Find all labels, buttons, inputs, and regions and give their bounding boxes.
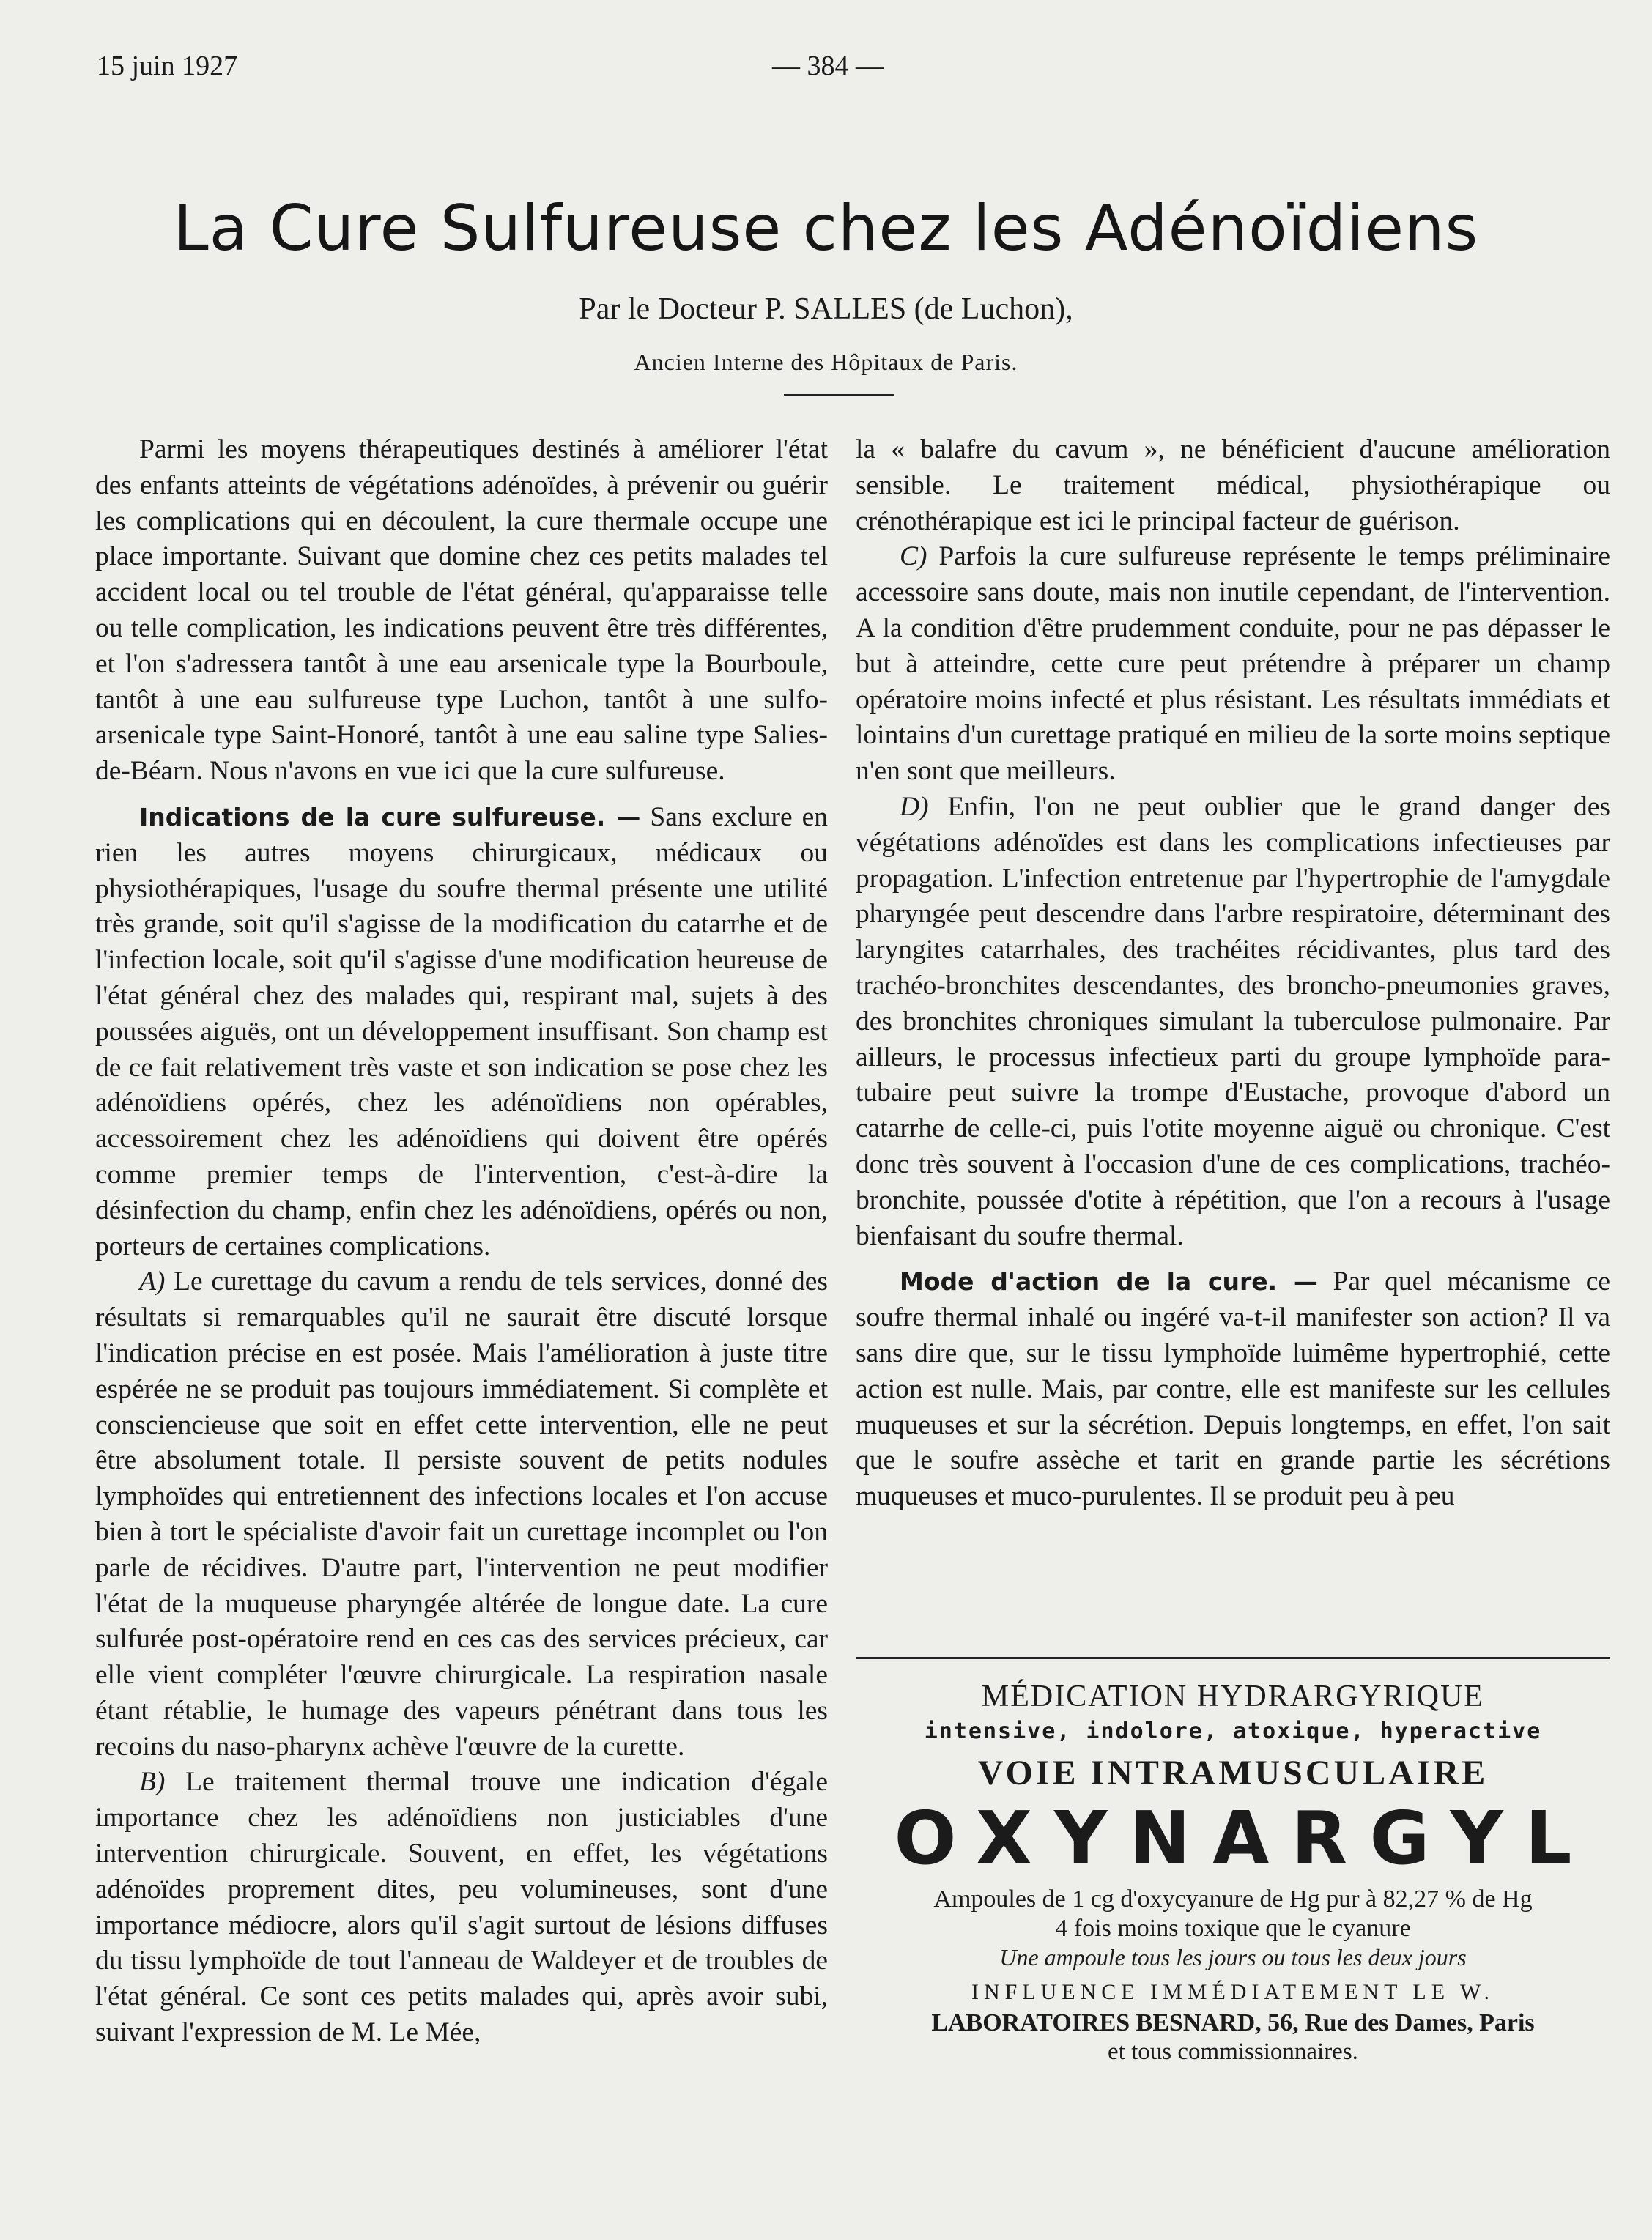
ad-distribution: et tous commissionnaires. bbox=[1108, 2039, 1358, 2065]
ad-effect: INFLUENCE IMMÉDIATEMENT LE W. bbox=[971, 1980, 1495, 2004]
ad-brand-name: OXYNARGYL bbox=[894, 1795, 1594, 1881]
paragraph-d-text: Enfin, l'on ne peut oublier que le grand danger des végétations adénoïdes est dans les complications infectieuses par propagation. L'infection entretenue par l'hypertrophie de l'amygdale pharyngée peut descendre dans l'arbre respiratoire, déterminant des laryngites catarrhales, des trachéites récidivantes, plus tard des trachéo-bronchites descendantes, des broncho-pneumonies graves, des bronchites chroniques simulant la tuberculose pulmonaire. Par ailleurs, le processus infectieux parti du groupe lymphoïde para-tubaire peut suivre la trompe d'Eustache, provoque d'abord un catarrhe de celle-ci, puis l'otite moyenne aiguë ou chronique. C'est donc très souvent à l'occasion d'une de ces complications, trachéo-bronchite, poussée d'otite à répétition, que l'on a recours à l'usage bienfaisant du soufre thermal. bbox=[856, 791, 1610, 1251]
left-column bbox=[95, 432, 828, 2051]
paragraph-mode-action bbox=[856, 1264, 1610, 1515]
section-heading-mode-action: Mode d'action de la cure. — bbox=[900, 1267, 1318, 1297]
paragraph-intro: Parmi les moyens thérapeutiques destinés à améliorer l'état des enfants atteints de végétations adénoïdes, à prévenir ou guérir les complications qui en découlent, la cure thermale occupe une place importante. Suivant que domine chez ces petits malades tel accident local ou tel trouble de l'état général, qu'apparaisse telle ou telle complication, les indications peuvent être très différentes, et l'on s'adressera tantôt à une eau arsenicale type la Bourboule, tantôt à une eau sulfureuse type Luchon, tantôt à une sulfo-arsenicale type Saint-Honoré, tantôt à une eau saline type Salies-de-Béarn. Nous n'avons en vue ici que la cure sulfureuse. bbox=[95, 434, 828, 787]
item-label-a: A) bbox=[139, 1267, 166, 1297]
article-byline: Par le Docteur P. SALLES (de Luchon), bbox=[579, 292, 1073, 326]
paragraph-d bbox=[856, 790, 1610, 1254]
paragraph-indications-text: Sans exclure en rien les autres moyens chirurgicaux, médicaux ou physiothérapiques, l'usage du soufre thermal présente une utilité très grande, soit qu'il s'agisse de la modification du catarrhe et de l'infection locale, soit qu'il s'agisse d'une modification heureuse de l'état général chez des malades qui, respirant mal, sujets à des poussées aiguës, ont un développement insuffisant. Son champ est de ce fait relativement très vaste et son indication se pose chez les adénoïdiens opérés, chez les adénoïdiens non opérables, accessoirement chez les adénoïdiens qui doivent être opérés comme premier temps de l'intervention, c'est-à-dire la désinfection du champ, enfin chez les adénoïdiens, opérés ou non, porteurs de certaines complications. bbox=[95, 801, 828, 1261]
ad-frequency: Une ampoule tous les jours ou tous les deux jours bbox=[999, 1944, 1467, 1970]
advertisement-divider bbox=[856, 1657, 1610, 1659]
paragraph-b-text: Le traitement thermal trouve une indication d'égale importance chez les adénoïdiens non justiciables d'une intervention chirurgicale. Souvent, en effet, les végétations adénoïdes proprement dites, peu volumineuses, sont d'une importance médiocre, alors qu'il s'agit surtout de lésions diffuses du tissu lymphoïde de tout l'anneau de Waldeyer et de troubles de l'état général. Ce sont ces petits malades qui, après avoir subi, suivant l'expression de M. Le Mée, bbox=[95, 1767, 828, 2048]
paragraph-c bbox=[856, 539, 1610, 790]
paragraph-continuation: la « balafre du cavum », ne bénéficient d'aucune amélioration sensible. Le traitement médical, physiothérapique ou crénothérapique est ici le principal facteur de guérison. bbox=[856, 434, 1610, 536]
article-title: La Cure Sulfureuse chez les Adénoïdiens bbox=[173, 192, 1479, 265]
ad-laboratory: LABORATOIRES BESNARD, 56, Rue des Dames, Paris bbox=[931, 2009, 1535, 2036]
paragraph-a-text: Le curettage du cavum a rendu de tels services, donné des résultats si remarquables qu'il ne saurait être discuté lorsque l'indication précise en est posée. Mais l'amélioration à juste titre espérée ne se produit pas toujours immédiatement. Si complète et consciencieuse que soit en effet cette intervention, elle ne peut être absolument totale. Il persiste souvent de petits nodules lymphoïdes qui entretiennent des infections locales et l'on accuse bien à tort le spécialiste d'avoir fait un curettage incomplet ou l'on parle de récidives. D'autre part, l'intervention ne peut modifier l'état de la muqueuse pharyngée altérée de longue date. La cure sulfurée post-opératoire rend en ces cas des services précieux, car elle vient compléter l'œuvre chirurgicale. La respiration nasale étant rétablie, le humage des vapeurs pénétrant dans tous les recoins du naso-pharynx achève l'œuvre de la curette. bbox=[95, 1267, 828, 1762]
section-heading-indications: Indications de la cure sulfureuse. — bbox=[139, 802, 641, 831]
ad-headline: MÉDICATION HYDRARGYRIQUE bbox=[981, 1680, 1485, 1713]
item-label-b: B) bbox=[139, 1767, 166, 1798]
paragraph-mode-action-text: Par quel mécanisme ce soufre thermal inhalé ou ingéré va-t-il manifester son action? Il va sans dire que, sur le tissu lymphoïde luimême hypertrophié, cette action est nulle. Mais, par contre, elle est manifeste sur les cellules muqueuses et sur la sécrétion. Depuis longtemps, en effet, l'on sait que le soufre assèche et tarit en grande partie les sécrétions muqueuses et muco-purulentes. Il se produit peu à peu bbox=[856, 1267, 1610, 1512]
ad-dosage: Ampoules de 1 cg d'oxycyanure de Hg pur à 82,27 % de Hg bbox=[933, 1885, 1533, 1913]
paragraph-indications bbox=[95, 800, 828, 1264]
item-label-d: D) bbox=[900, 791, 929, 822]
paragraph-a bbox=[95, 1264, 828, 1765]
ad-qualities: intensive, indolore, atoxique, hyperactive bbox=[924, 1718, 1542, 1744]
title-divider bbox=[784, 394, 894, 396]
issue-date: 15 juin 1927 bbox=[97, 51, 238, 81]
advertisement bbox=[856, 1677, 1610, 2066]
page-number: — 384 — bbox=[772, 51, 884, 81]
ad-toxicity: 4 fois moins toxique que le cyanure bbox=[1055, 1915, 1411, 1942]
right-column bbox=[856, 432, 1610, 1515]
ad-route: VOIE INTRAMUSCULAIRE bbox=[977, 1754, 1489, 1792]
item-label-c: C) bbox=[900, 541, 927, 572]
paragraph-c-text: Parfois la cure sulfureuse représente le temps préliminaire accessoire sans doute, mais non inutile cependant, de l'intervention. A la condition d'être prudemment conduite, pour ne pas dépasser le but à atteindre, cette cure peut prétendre à préparer un champ opératoire moins infecté et plus résistant. Les résultats immédiats et lointains d'un curettage pratiqué en milieu de la sorte moins septique n'en sont que meilleurs. bbox=[856, 541, 1610, 787]
paragraph-b bbox=[95, 1765, 828, 2050]
author-credentials: Ancien Interne des Hôpitaux de Paris. bbox=[634, 349, 1018, 375]
